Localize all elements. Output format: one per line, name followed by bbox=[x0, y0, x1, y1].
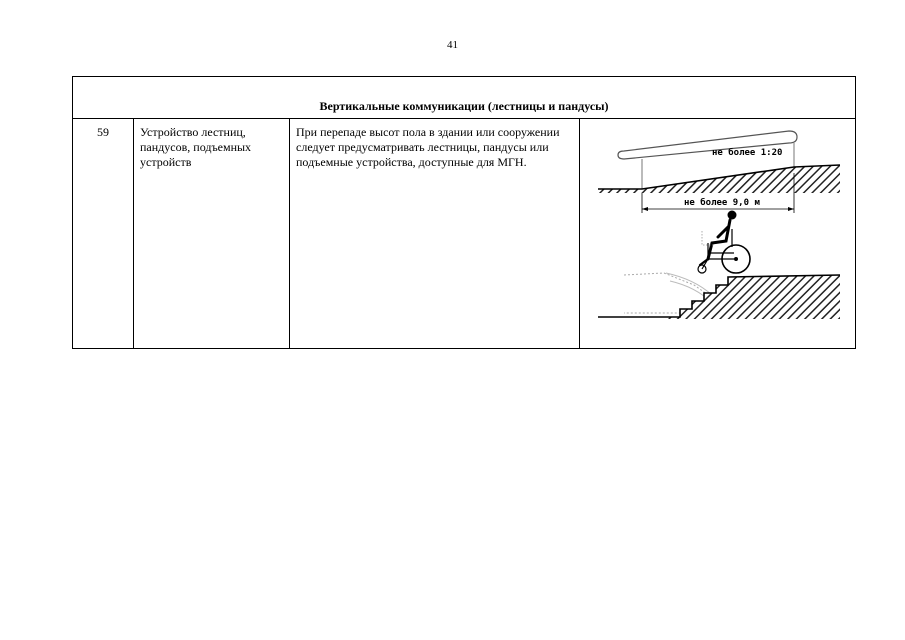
ramp-diagram bbox=[598, 131, 840, 213]
length-label: не более 9,0 м bbox=[684, 198, 760, 208]
section-header-cell bbox=[73, 77, 856, 119]
row-number: 59 bbox=[73, 119, 134, 349]
section-title: Вертикальные коммуникации (лестницы и пандусы) bbox=[319, 99, 609, 113]
ramp-stairs-illustration bbox=[584, 123, 850, 338]
wheelchair-user-icon bbox=[698, 211, 750, 274]
page-number: 41 bbox=[447, 39, 458, 51]
row-requirement: При перепаде высот пола в здании или сооружении следует предусматривать лестницы, пандусы или подъемные устройства, доступные для МГН. bbox=[290, 119, 580, 349]
slope-label: не более 1:20 bbox=[712, 148, 783, 158]
row-item-name: Устройство лестниц, пандусов, подъемных устройств bbox=[134, 119, 290, 349]
section-header-row bbox=[73, 77, 856, 119]
row-figure-cell bbox=[580, 119, 856, 349]
stairs-diagram bbox=[598, 211, 840, 320]
table-row bbox=[73, 119, 856, 349]
requirements-table bbox=[72, 76, 856, 349]
